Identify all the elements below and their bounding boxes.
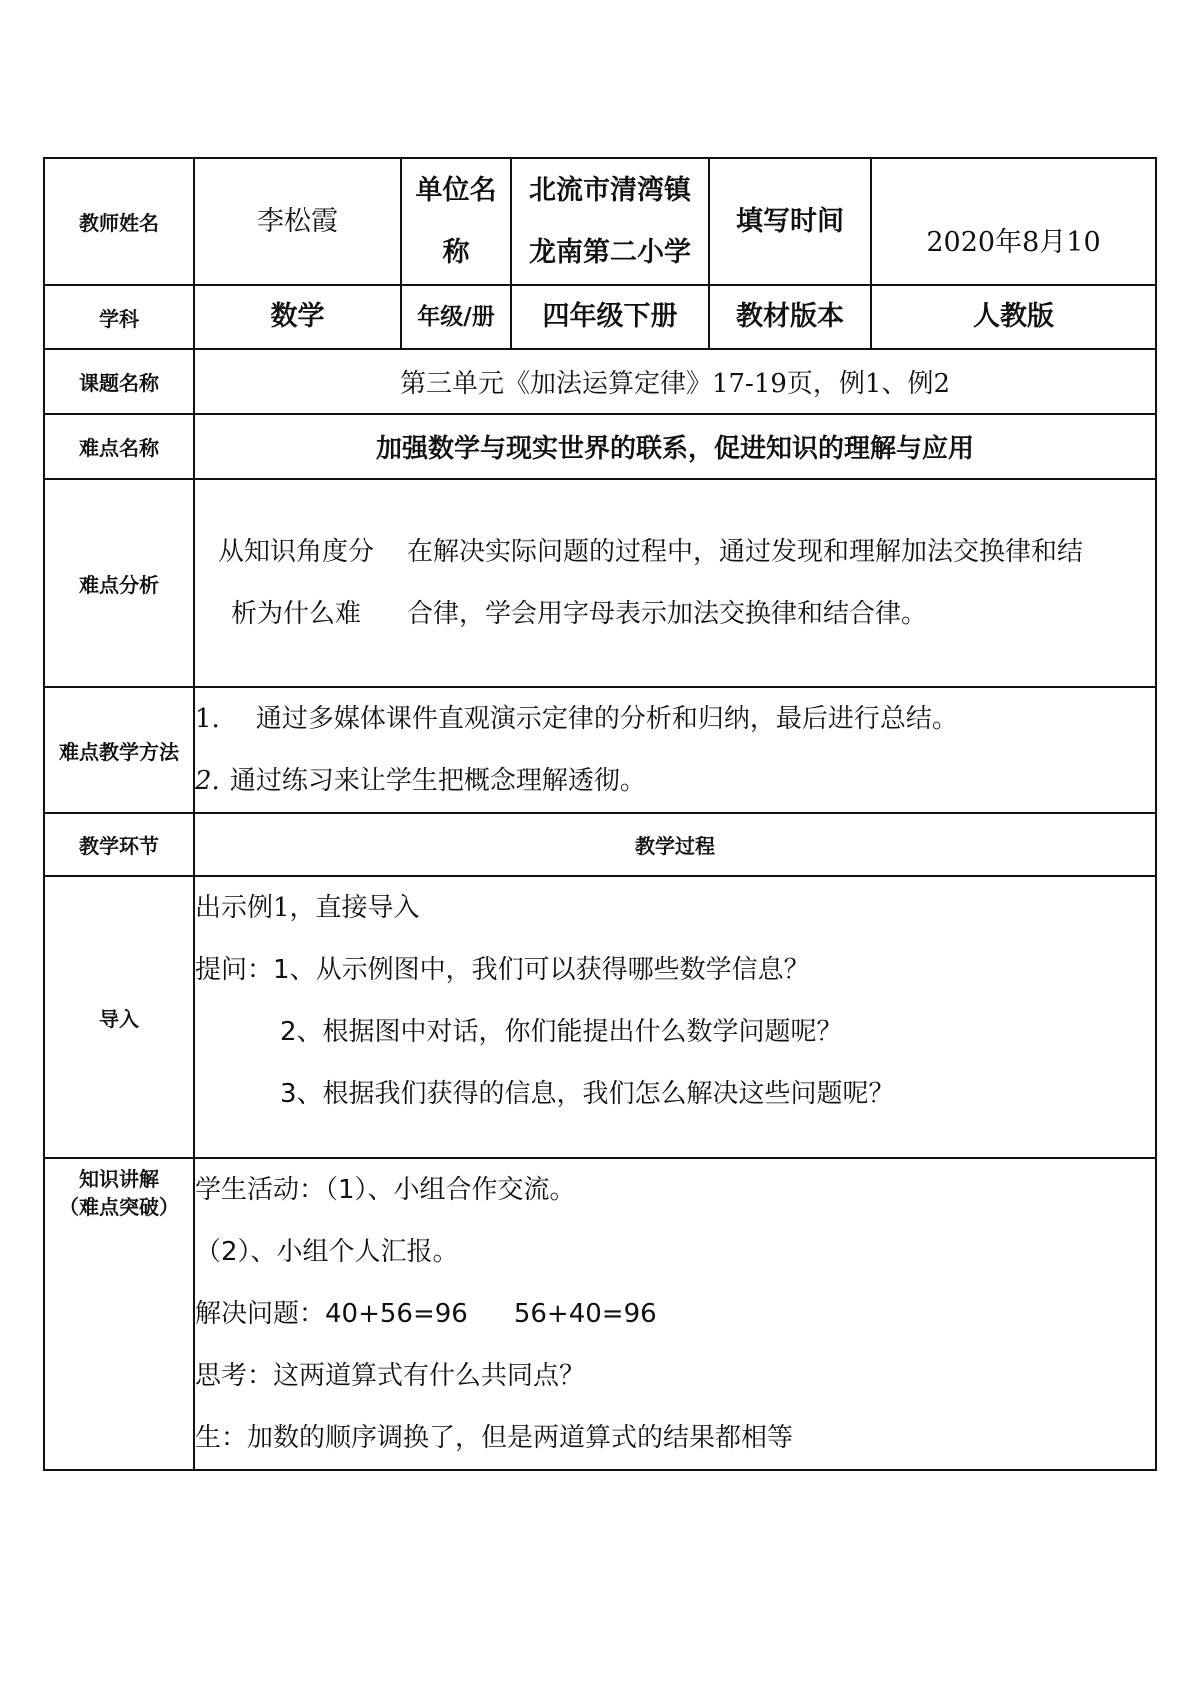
analysis-label: 难点分析 bbox=[44, 479, 194, 687]
fill-time-label: 填写时间 bbox=[709, 158, 871, 285]
knowledge-label bbox=[44, 1158, 194, 1470]
intro-question-1-text: 从示例图中，我们可以获得哪些数学信息？ bbox=[315, 955, 810, 985]
intro-body bbox=[194, 876, 1156, 1158]
intro-question-2-text: 根据图中对话，你们能提出什么数学问题呢？ bbox=[322, 1017, 843, 1047]
school-line2: 龙南第二小学 bbox=[529, 236, 691, 268]
process-header-row bbox=[44, 813, 1156, 876]
edition-label: 教材版本 bbox=[709, 285, 871, 349]
analysis-sublabel-line2: 析为什么难 bbox=[230, 599, 361, 629]
knowledge-answer: 生：加数的顺序调换了，但是两道算式的结果都相等 bbox=[195, 1423, 794, 1453]
method-item-2-num: 2. bbox=[195, 766, 220, 796]
difficulty-row bbox=[44, 414, 1156, 479]
header-row bbox=[44, 158, 1156, 285]
unit-name-label bbox=[401, 158, 511, 285]
lesson-plan-table bbox=[43, 157, 1157, 1471]
teacher-name-label: 教师姓名 bbox=[44, 158, 194, 285]
fill-time-value: 2020年8月10 bbox=[871, 158, 1156, 285]
method-row bbox=[44, 687, 1156, 813]
topic-value: 第三单元《加法运算定律》17-19页，例1、例2 bbox=[194, 349, 1156, 414]
analysis-inner bbox=[195, 521, 1155, 645]
grade-label: 年级/册 bbox=[401, 285, 511, 349]
subject-label: 学科 bbox=[44, 285, 194, 349]
activity-prefix: 学生活动： bbox=[195, 1175, 326, 1205]
intro-label: 导入 bbox=[44, 876, 194, 1158]
intro-question-prefix: 提问： bbox=[195, 955, 274, 985]
analysis-text-line2: 合律，学会用字母表示加法交换律和结合律。 bbox=[407, 599, 928, 629]
analysis-text bbox=[397, 521, 1155, 645]
intro-line-4 bbox=[195, 1063, 1155, 1125]
edition-value: 人教版 bbox=[871, 285, 1156, 349]
knowledge-activity-line bbox=[195, 1159, 1155, 1221]
analysis-text-line1: 在解决实际问题的过程中，通过发现和理解加法交换律和结 bbox=[407, 537, 1084, 567]
knowledge-label-line2: （难点突破） bbox=[59, 1195, 179, 1219]
unit-label-line2: 称 bbox=[442, 236, 470, 268]
method-body bbox=[194, 687, 1156, 813]
intro-row bbox=[44, 876, 1156, 1158]
knowledge-body bbox=[194, 1158, 1156, 1470]
intro-question-2-num: 2、 bbox=[280, 1017, 323, 1047]
method-item-2 bbox=[195, 750, 1155, 812]
equation-1: 40+56=96 bbox=[325, 1299, 468, 1329]
subject-value: 数学 bbox=[194, 285, 401, 349]
solve-prefix: 解决问题： bbox=[195, 1299, 326, 1329]
equation-2: 56+40=96 bbox=[513, 1299, 657, 1329]
knowledge-think: 思考：这两道算式有什么共同点？ bbox=[195, 1361, 586, 1391]
teacher-name-value: 李松霞 bbox=[194, 158, 401, 285]
intro-question-3-num: 3、 bbox=[280, 1079, 323, 1109]
unit-label-line1: 单位名 bbox=[415, 174, 497, 206]
method-item-2-text: 通过练习来让学生把概念理解透彻。 bbox=[229, 766, 646, 796]
difficulty-label: 难点名称 bbox=[44, 414, 194, 479]
intro-question-1-num: 1、 bbox=[273, 955, 316, 985]
grade-value: 四年级下册 bbox=[511, 285, 709, 349]
topic-row bbox=[44, 349, 1156, 414]
method-item-1-text: 通过多媒体课件直观演示定律的分析和归纳，最后进行总结。 bbox=[255, 704, 958, 734]
intro-line-2 bbox=[195, 939, 1155, 1001]
knowledge-solve-line bbox=[195, 1283, 1155, 1345]
analysis-body bbox=[194, 479, 1156, 687]
process-label: 教学过程 bbox=[194, 813, 1156, 876]
analysis-sublabel-line1: 从知识角度分 bbox=[217, 537, 374, 567]
intro-line-1: 出示例1，直接导入 bbox=[195, 893, 420, 923]
knowledge-row bbox=[44, 1158, 1156, 1470]
analysis-row bbox=[44, 479, 1156, 687]
activity-2: （2）、小组个人汇报。 bbox=[195, 1237, 459, 1267]
method-item-1-num: 1. bbox=[195, 704, 220, 734]
subject-row bbox=[44, 285, 1156, 349]
difficulty-value: 加强数学与现实世界的联系，促进知识的理解与应用 bbox=[194, 414, 1156, 479]
school-name-value bbox=[511, 158, 709, 285]
school-line1: 北流市清湾镇 bbox=[529, 174, 691, 206]
analysis-sublabel bbox=[195, 521, 397, 645]
method-item-1 bbox=[195, 688, 1155, 750]
intro-question-3-text: 根据我们获得的信息，我们怎么解决这些问题呢？ bbox=[322, 1079, 895, 1109]
intro-line-3 bbox=[195, 1001, 1155, 1063]
stage-label: 教学环节 bbox=[44, 813, 194, 876]
activity-1: （1）、小组合作交流。 bbox=[325, 1175, 576, 1205]
method-label: 难点教学方法 bbox=[44, 687, 194, 813]
topic-label: 课题名称 bbox=[44, 349, 194, 414]
knowledge-label-line1: 知识讲解 bbox=[79, 1167, 159, 1191]
